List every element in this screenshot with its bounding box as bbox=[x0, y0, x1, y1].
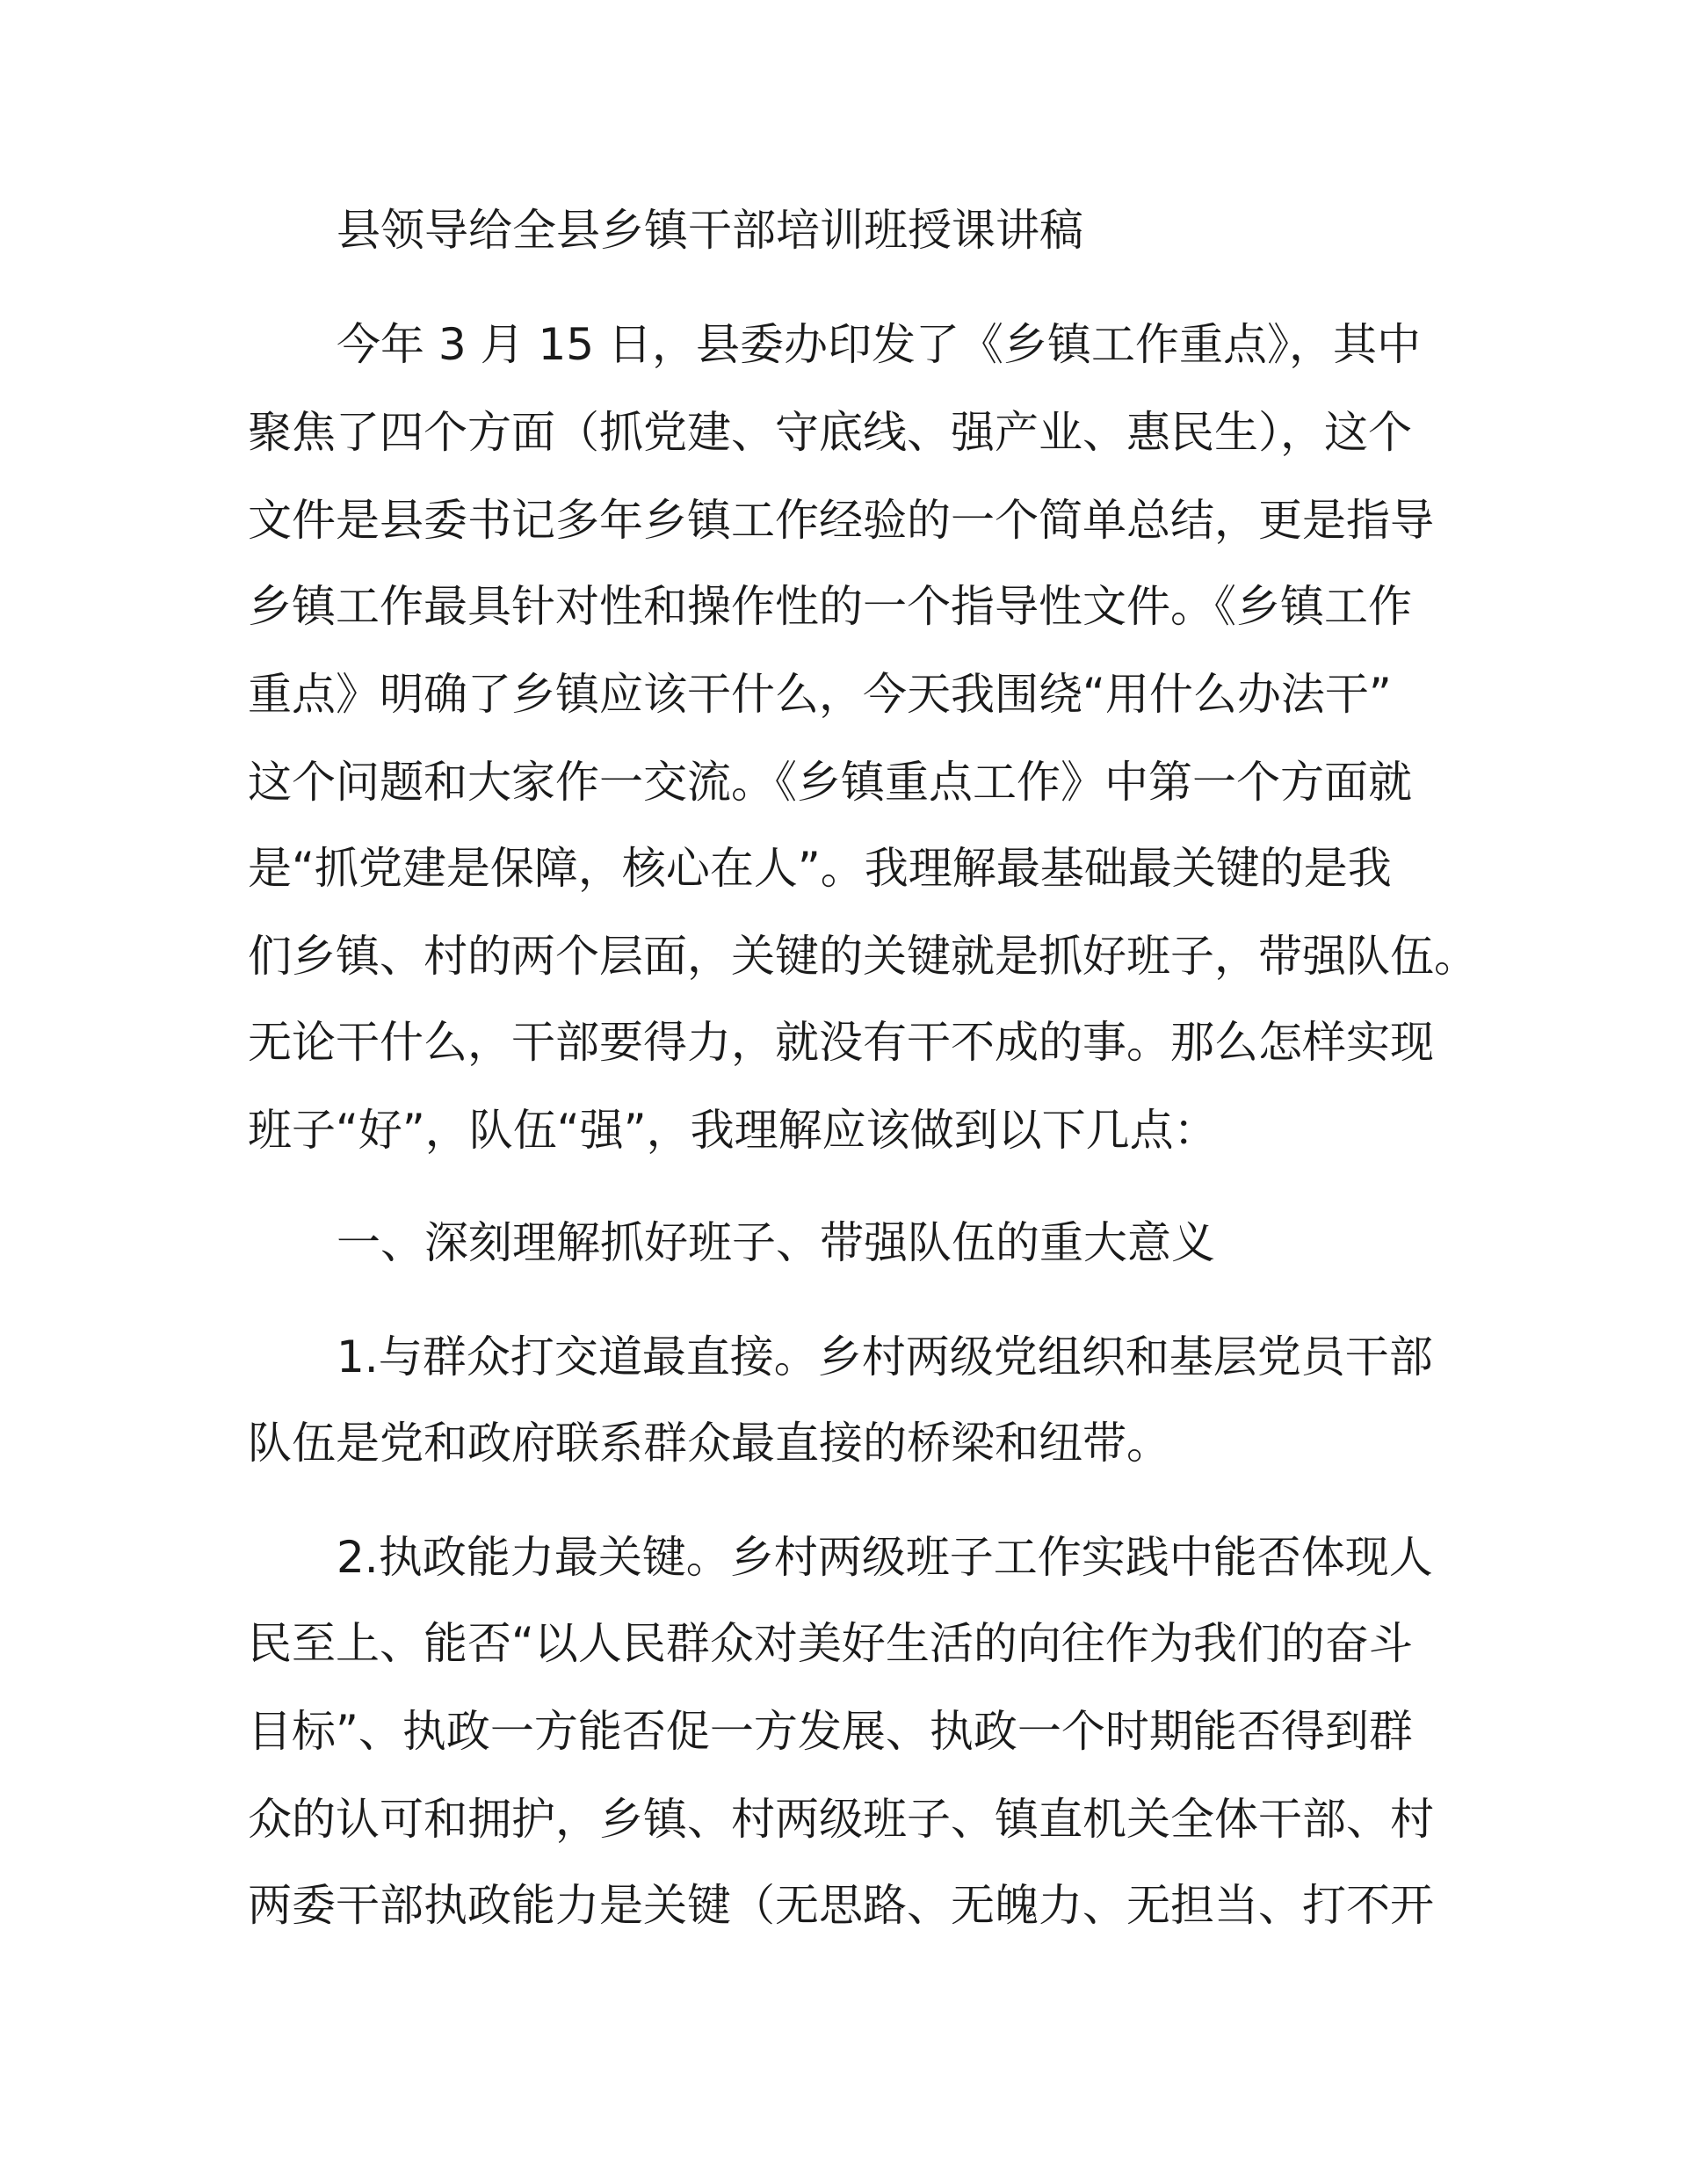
paragraph-line: 目标”、执政一方能否促一方发展、执政一个时期能否得到群 bbox=[248, 1706, 1413, 1757]
paragraph-line: 这个问题和大家作一交流。《乡镇重点工作》中第一个方面就 bbox=[248, 757, 1412, 808]
paragraph-line: 们乡镇、村的两个层面，关键的关键就是抓好班子，带强队伍。 bbox=[248, 931, 1478, 982]
paragraph-line: 1.与群众打交道最直接。乡村两级党组织和基层党员干部 bbox=[337, 1331, 1433, 1382]
paragraph-line: 今年 3 月 15 日，县委办印发了《乡镇工作重点》，其中 bbox=[337, 319, 1422, 370]
paragraph-line: 聚焦了四个方面（抓党建、守底线、强产业、惠民生），这个 bbox=[248, 407, 1412, 458]
paragraph-line: 文件是县委书记多年乡镇工作经验的一个简单总结，更是指导 bbox=[248, 495, 1434, 546]
document-title: 县领导给全县乡镇干部培训班授课讲稿 bbox=[337, 205, 1083, 256]
section-heading: 一、深刻理解抓好班子、带强队伍的重大意义 bbox=[337, 1217, 1215, 1268]
paragraph-line: 重点》明确了乡镇应该干什么，今天我围绕“用什么办法干” bbox=[248, 669, 1392, 720]
paragraph-line: 无论干什么，干部要得力，就没有干不成的事。那么怎样实现 bbox=[248, 1017, 1434, 1068]
paragraph-line: 班子“好”，队伍“强”，我理解应该做到以下几点： bbox=[248, 1105, 1218, 1156]
paragraph-line: 乡镇工作最具针对性和操作性的一个指导性文件。《乡镇工作 bbox=[248, 581, 1412, 632]
paragraph-line: 两委干部执政能力是关键（无思路、无魄力、无担当、打不开 bbox=[248, 1880, 1434, 1931]
paragraph-line: 众的认可和拥护，乡镇、村两级班子、镇直机关全体干部、村 bbox=[248, 1794, 1434, 1845]
paragraph-line: 队伍是党和政府联系群众最直接的桥梁和纽带。 bbox=[248, 1418, 1170, 1469]
paragraph-line: 是“抓党建是保障，核心在人”。我理解最基础最关键的是我 bbox=[248, 843, 1392, 894]
paragraph-line: 2.执政能力最关键。乡村两级班子工作实践中能否体现人 bbox=[337, 1532, 1433, 1583]
paragraph-line: 民至上、能否“以人民群众对美好生活的向往作为我们的奋斗 bbox=[248, 1618, 1413, 1669]
